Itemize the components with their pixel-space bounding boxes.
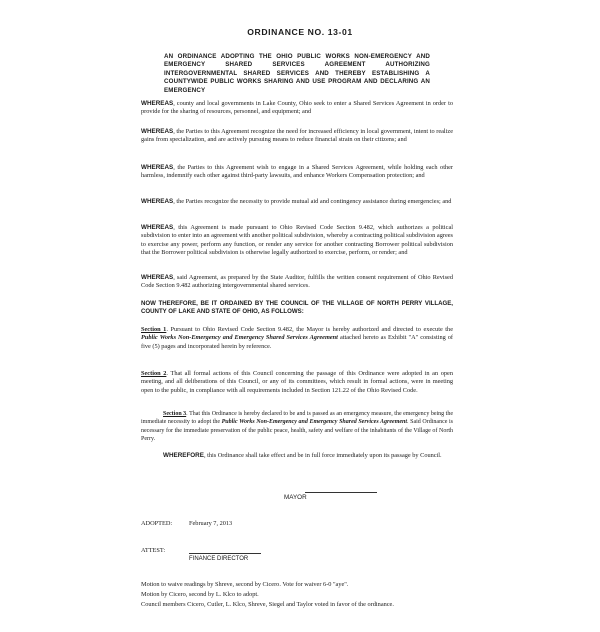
whereas-text: , the Parties to this Agreement recognize the need for increased efficiency in local government, intent to realize gains from specialization, and are actively pursuing means to reduce financial strain on their citizens; and xyxy=(141,128,453,144)
whereas-text: , the Parties to this Agreement wish to engage in a Shared Services Agreement, while holding each other harmless, indemnify each other against third-party lawsuits, and enhance Workers Compensation protection; and xyxy=(141,164,453,180)
whereas-text: , said Agreement, as prepared by the State Auditor, fulfills the written consent requirement of Ohio Revised Code Section 9.482 authorizing intergovernmental shared services. xyxy=(141,274,453,290)
whereas-clause-4 xyxy=(141,198,453,206)
wherefore-label: WHEREFORE xyxy=(163,452,204,459)
whereas-label: WHEREAS xyxy=(141,274,174,281)
ordinance-title: ORDINANCE NO. 13-01 xyxy=(247,27,353,37)
section-2: Section 2. That all formal actions of this Council concerning the passage of this Ordinance were adopted in an open meeting, and all deliberations of this Council, or any of its committees, which result in formal actions, were in meeting open to the public, in compliance with all requirements included in Section 121.22 of the Ohio Revised Code. xyxy=(141,370,453,394)
wherefore-clause: WHEREFORE, this Ordinance shall take effect and be in full force immediately upon its passage by Council. xyxy=(163,452,442,459)
adopted-date: February 7, 2013 xyxy=(189,520,233,527)
mayor-signature-line xyxy=(305,492,377,493)
section-3: Section 3. That this Ordinance is hereby declared to be and is passed as an emergency measure, the emergency being the immediate necessity to adopt the Public Works Non-Emergency and Emergency Shared Services Agreement. Said Ordinance is necessary for the immediate preservation of the public peace, health, safety and welfare of the inhabitants of the Village of North Perry. xyxy=(141,411,453,443)
finance-director-label: FINANCE DIRECTOR xyxy=(189,556,249,562)
agreement-title: Public Works Non-Emergency and Emergency Shared Services Agreement xyxy=(221,419,408,426)
whereas-label: WHEREAS xyxy=(141,224,174,231)
whereas-label: WHEREAS xyxy=(141,164,174,171)
whereas-text: , county and local governments in Lake County, Ohio seek to enter a Shared Services Agreement in order to provide for the sharing of resources, personnel, and equipment; and xyxy=(141,100,453,116)
attest-label: ATTEST: xyxy=(141,547,166,554)
whereas-clause-3 xyxy=(141,164,453,181)
attest-signature-line xyxy=(189,553,261,554)
whereas-label: WHEREAS xyxy=(141,128,174,135)
whereas-text: , the Parties recognize the necessity to provide mutual aid and contingency assistance during emergencies; and xyxy=(173,198,452,205)
whereas-clause-5 xyxy=(141,224,453,258)
agreement-title: Public Works Non-Emergency and Emergency Shared Services Agreement xyxy=(141,334,338,342)
whereas-text: , this Agreement is made pursuant to Ohio Revised Code Section 9.482, which authorizes a political subdivision to enter into an agreement with another political subdivision, whereby a contracting political subdivision agrees to exercise any power, perform any function, or render any service for another contracting Borrower political subdivision that the Borrower political subdivision is otherwise legally authorized to exercise, perform, or render; and xyxy=(141,224,453,257)
whereas-clause-2 xyxy=(141,128,453,145)
whereas-clause-1 xyxy=(141,100,453,117)
section-1-label: Section 1 xyxy=(141,326,167,333)
motion-line-1: Motion to waive readings by Shreve, second by Cicero. Vote for waiver 6-0 "aye". xyxy=(141,581,349,588)
adopted-label: ADOPTED: xyxy=(141,520,173,527)
section-2-label: Section 2 xyxy=(141,370,167,377)
section-1: Section 1. Pursuant to Ohio Revised Code Section 9.482, the Mayor is hereby authorized and directed to execute the Public Works Non-Emergency and Emergency Shared Services Agreement attached hereto as Exhibit "A" consisting of five (5) pages and incorporated herein by reference. xyxy=(141,326,454,350)
whereas-label: WHEREAS xyxy=(141,198,174,205)
now-therefore-clause: NOW THEREFORE, BE IT ORDAINED BY THE COUNCIL OF THE VILLAGE OF NORTH PERRY VILLAGE, COUNTY OF LAKE AND STATE OF OHIO, AS FOLLOWS: xyxy=(141,300,453,316)
motion-line-2: Motion by Cicero, second by L. Klco to adopt. xyxy=(141,591,259,598)
whereas-clause-6 xyxy=(141,274,453,291)
ordinance-heading: AN ORDINANCE ADOPTING THE OHIO PUBLIC WORKS NON-EMERGENCY AND EMERGENCY SHARED SERVICES AGREEMENT AUTHORIZING INTERGOVERNMENTAL SHARED SERVICES AND THEREBY ESTABLISHING A COUNTYWIDE PUBLIC WORKS SHARING AND USE PROGRAM AND DECLARING AN EMERGENCY xyxy=(164,53,430,94)
mayor-label: MAYOR xyxy=(284,494,307,501)
whereas-label: WHEREAS xyxy=(141,100,174,107)
motion-line-3: Council members Cicero, Cutler, L. Klco, Shreve, Siegel and Taylor voted in favor of the ordinance. xyxy=(141,601,394,608)
section-3-label: Section 3 xyxy=(163,411,187,417)
